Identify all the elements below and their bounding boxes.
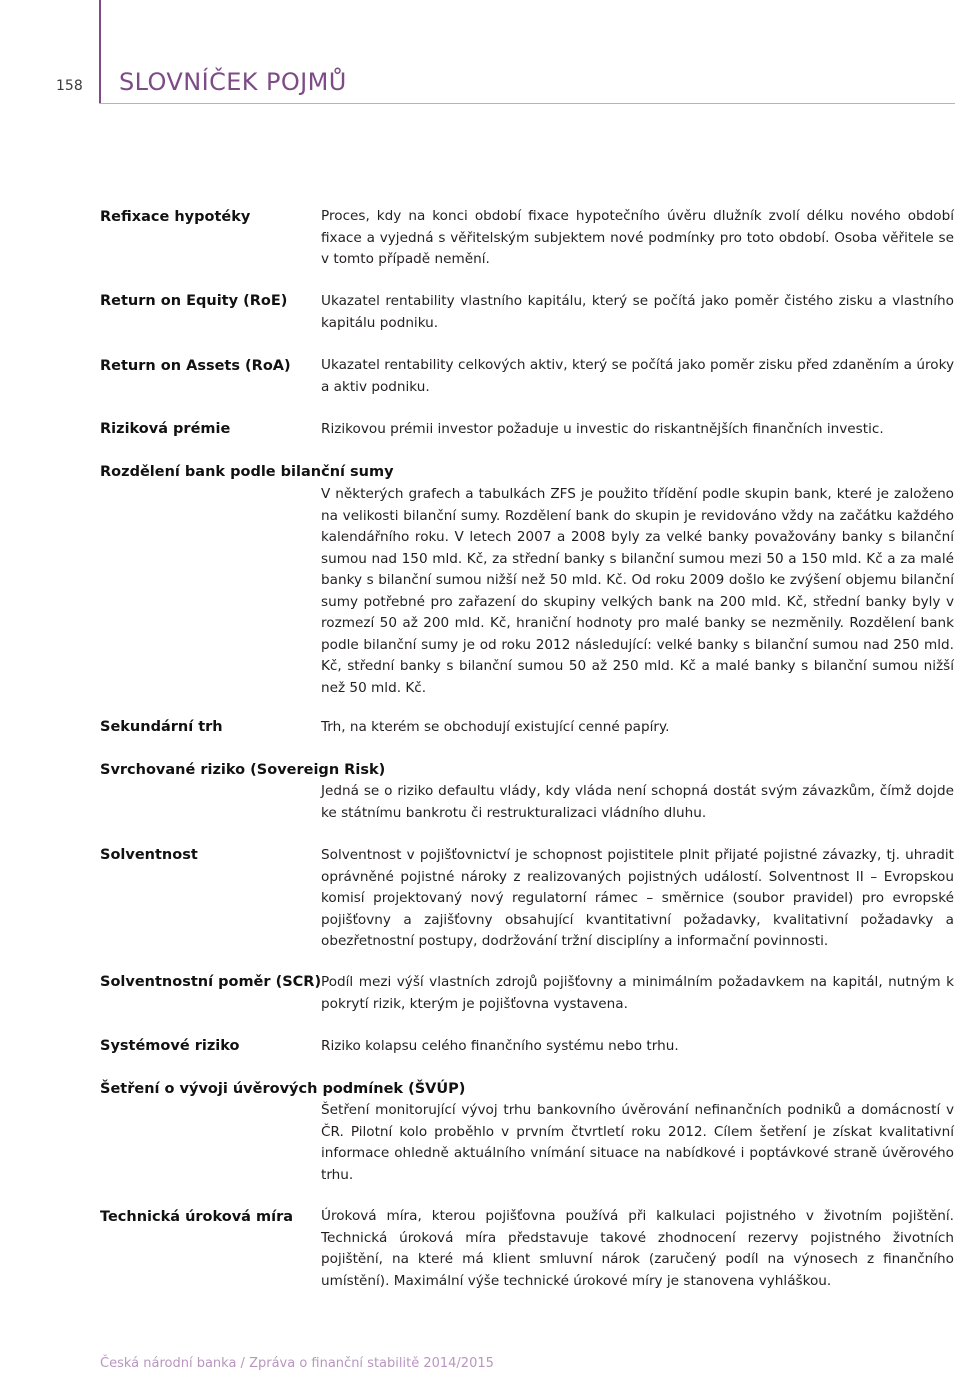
glossary-term: Systémové riziko [100,1038,240,1054]
glossary-term: Technická úroková míra [100,1209,294,1225]
glossary-definition: Trh, na kterém se obchodují existující cenné papíry. [321,719,670,735]
glossary-definition: Úroková míra, kterou pojišťovna používá při kalkulaci pojistného v životním pojištění. Technická úroková míra představuje takové zhodnocení rezervy pojistného životních pojištění, na které má klient smluvní nárok (zaručený podíl na výnosech z finančního umístění). Maximální výše technické úrokové míry je stanovena vyhláškou. [321,1208,954,1289]
glossary-term: Refixace hypotéky [100,209,251,225]
header-vertical-rule [99,0,101,104]
glossary-definition: Šetření monitorující vývoj trhu bankovního úvěrování nefinančních podniků a domácností v ČR. Pilotní kolo proběhlo v prvním čtvrtletí roku 2012. Cílem šetření je získat kvalitativní informace ohledně aktuálního vnímání situace na nabídkové i poptávkové straně úvěrového trhu. [321,1102,954,1183]
glossary-term: Solventnostní poměr (SCR) [100,974,322,990]
glossary-definition: Jedná se o riziko defaultu vlády, kdy vláda není schopná dostát svým závazkům, čímž dojde ke státnímu bankrotu či restrukturalizaci vládního dluhu. [321,783,954,821]
glossary-definition: Ukazatel rentability celkových aktiv, který se počítá jako poměr zisku před zdaněním a úroky a aktiv podniku. [321,357,954,395]
glossary-term: Rozdělení bank podle bilanční sumy [100,464,394,480]
glossary-term: Šetření o vývoji úvěrových podmínek (ŠVÚP) [100,1081,466,1097]
glossary-definition: Podíl mezi výší vlastních zdrojů pojišťovny a minimálním požadavkem na kapitál, nutným k pokrytí rizik, kterým je pojišťovna vystavena. [321,974,954,1012]
page-title: SLOVNÍČEK POJMŮ [119,68,347,96]
glossary-term: Return on Assets (RoA) [100,358,291,374]
glossary-definition: Rizikovou prémii investor požaduje u investic do riskantnějších finančních investic. [321,421,884,437]
header-horizontal-rule [99,103,955,104]
page-number: 158 [56,78,83,94]
glossary-definition: Riziko kolapsu celého finančního systému nebo trhu. [321,1038,679,1054]
glossary-term: Return on Equity (RoE) [100,293,288,309]
glossary-term: Sekundární trh [100,719,223,735]
glossary-definition: Proces, kdy na konci období fixace hypotečního úvěru dlužník zvolí délku nového období fixace a vyjedná s věřitelským subjektem nové podmínky pro toto období. Osoba věřitele se v tomto případě nemění. [321,208,954,267]
glossary-term: Solventnost [100,847,198,863]
glossary-term: Riziková prémie [100,421,231,437]
page-footer: Česká národní banka / Zpráva o finanční stabilitě 2014/2015 [100,1356,494,1371]
glossary-definition: V některých grafech a tabulkách ZFS je použito třídění podle skupin bank, které je založeno na velikosti bilanční sumy. Rozdělení bank do skupin je revidováno vždy na začátku každého kalendářního roku. V letech 2007 a 2008 byly za velké banky považovány banky s bilanční sumou nad 150 mld. Kč, za střední banky s bilanční sumou mezi 50 a 150 mld. Kč a za malé banky s bilanční sumou nižší než 50 mld. Kč. Od roku 2009 došlo ke zvýšení objemu bilanční sumy potřebné pro zařazení do skupiny velkých bank na 200 mld. Kč, střední banky byly v rozmezí 50 až 200 mld. Kč, hraniční hodnoty pro malé banky se nezměnily. Rozdělení bank podle bilanční sumy je od roku 2012 následující: velké banky s bilanční sumou nad 250 mld. Kč, střední banky s bilanční sumou 50 až 250 mld. Kč a malé banky s bilanční sumou nižší než 50 mld. Kč. [321,486,954,696]
glossary-definition: Solventnost v pojišťovnictví je schopnost pojistitele plnit přijaté pojistné závazky, tj. uhradit oprávněné pojistné nároky z realizovaných pojistných událostí. Solventnost II – Evropskou komisí projektovaný nový regulatorní rámec – směrnice (soubor pravidel) pro evropské pojišťovny a zajišťovny obsahující kvantitativní požadavky, kvalitativní požadavky a obezřetnostní postupy, dodržování tržní disciplíny a informační povinnosti. [321,847,954,949]
glossary-term: Svrchované riziko (Sovereign Risk) [100,762,386,778]
glossary-definition: Ukazatel rentability vlastního kapitálu, který se počítá jako poměr čistého zisku a vlastního kapitálu podniku. [321,293,954,331]
